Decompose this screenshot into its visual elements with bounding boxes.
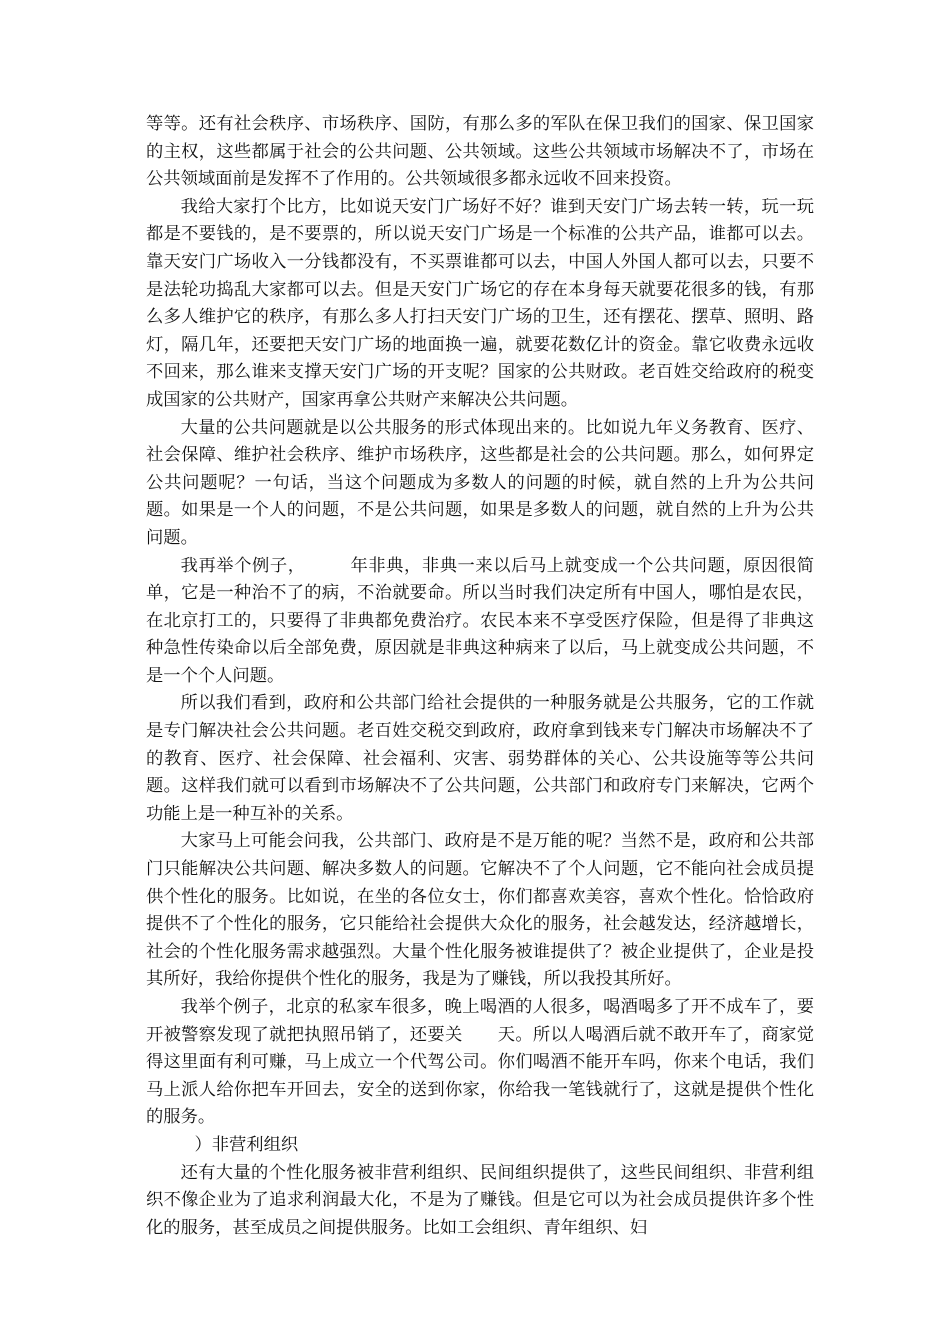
paragraph-1: 等等。还有社会秩序、市场秩序、国防，有那么多的军队在保卫我们的国家、保卫国家的主权，这些都属于社会的公共问题、公共领域。这些公共领域市场解决不了，市场在公共领域面前是发挥不了作用的。公共领域很多都永远收不回来投资。 (146, 114, 814, 190)
paragraph-2: 我给大家打个比方，比如说天安门广场好不好？谁到天安门广场去转一转，玩一玩都是不要钱的，是不要票的，所以说天安门广场是一个标准的公共产品，谁都可以去。靠天安门广场收入一分钱都没有，不买票谁都可以去，中国人外国人都可以去，只要不是法轮功捣乱大家都可以去。但是天安门广场它的存在本身每天就要花很多的钱，有那么多人维护它的秩序，有那么多人打扫天安门广场的卫生，还有摆花、摆草、照明、路灯，隔几年，还要把天安门广场的地面换一遍，就要花数亿计的资金。靠它收费永远收不回来，那么谁来支撑天安门广场的开支呢？国家的公共财政。老百姓交给政府的税变成国家的公共财产，国家再拿公共财产来解决公共问题。 (146, 196, 814, 410)
paragraph-closing: 还有大量的个性化服务被非营利组织、民间组织提供了，这些民间组织、非营利组织不像企业为了追求利润最大化，不是为了赚钱。但是它可以为社会成员提供许多个性化的服务，甚至成员之间提供服务。比如工会组织、青年组织、妇 (146, 1162, 814, 1238)
paragraph-3: 大量的公共问题就是以公共服务的形式体现出来的。比如说九年义务教育、医疗、社会保障、维护社会秩序、维护市场秩序，这些都是社会的公共问题。那么，如何界定公共问题呢？一句话，当这个问题成为多数人的问题的时候，就自然的上升为公共问题。如果是一个人的问题，不是公共问题，如果是多数人的问题，就自然的上升为公共问题。 (146, 417, 814, 548)
section-heading: ）非营利组织 (194, 1134, 299, 1155)
paragraph-4: 我再举个例子， 年非典，非典一来以后马上就变成一个公共问题，原因很简单，它是一种治不了的病，不治就要命。所以当时我们决定所有中国人，哪怕是农民，在北京打工的，只要得了非典都免费治疗。农民本来不享受医疗保险，但是得了非典这种急性传染命以后全部免费，原因就是非典这种病来了以后，马上就变成公共问题，不是一个个人问题。 (146, 555, 814, 686)
paragraph-6: 大家马上可能会问我，公共部门、政府是不是万能的呢？当然不是，政府和公共部门只能解决公共问题、解决多数人的问题。它解决不了个人问题，它不能向社会成员提供个性化的服务。比如说，在坐的各位女士，你们都喜欢美容，喜欢个性化。恰恰政府提供不了个性化的服务，它只能给社会提供大众化的服务，社会越发达，经济越增长，社会的个性化服务需求越强烈。大量个性化服务被谁提供了？被企业提供了，企业是投其所好，我给你提供个性化的服务，我是为了赚钱，所以我投其所好。 (146, 831, 814, 990)
paragraph-7: 我举个例子，北京的私家车很多，晚上喝酒的人很多，喝酒喝多了开不成车了，要开被警察发现了就把执照吊销了，还要关 天。所以人喝酒后就不敢开车了，商家觉得这里面有利可赚，马上成立一个代驾公司。你们喝酒不能开车吗，你来个电话，我们马上派人给你把车开回去，安全的送到你家，你给我一笔钱就行了，这就是提供个性化的服务。 (146, 997, 814, 1128)
paragraph-5: 所以我们看到，政府和公共部门给社会提供的一种服务就是公共服务，它的工作就是专门解决社会公共问题。老百姓交税交到政府，政府拿到钱来专门解决市场解决不了的教育、医疗、社会保障、社会福利、灾害、弱势群体的关心、公共设施等等公共问题。这样我们就可以看到市场解决不了公共问题，公共部门和政府专门来解决，它两个功能上是一种互补的关系。 (146, 693, 814, 824)
document-body (146, 111, 814, 1242)
